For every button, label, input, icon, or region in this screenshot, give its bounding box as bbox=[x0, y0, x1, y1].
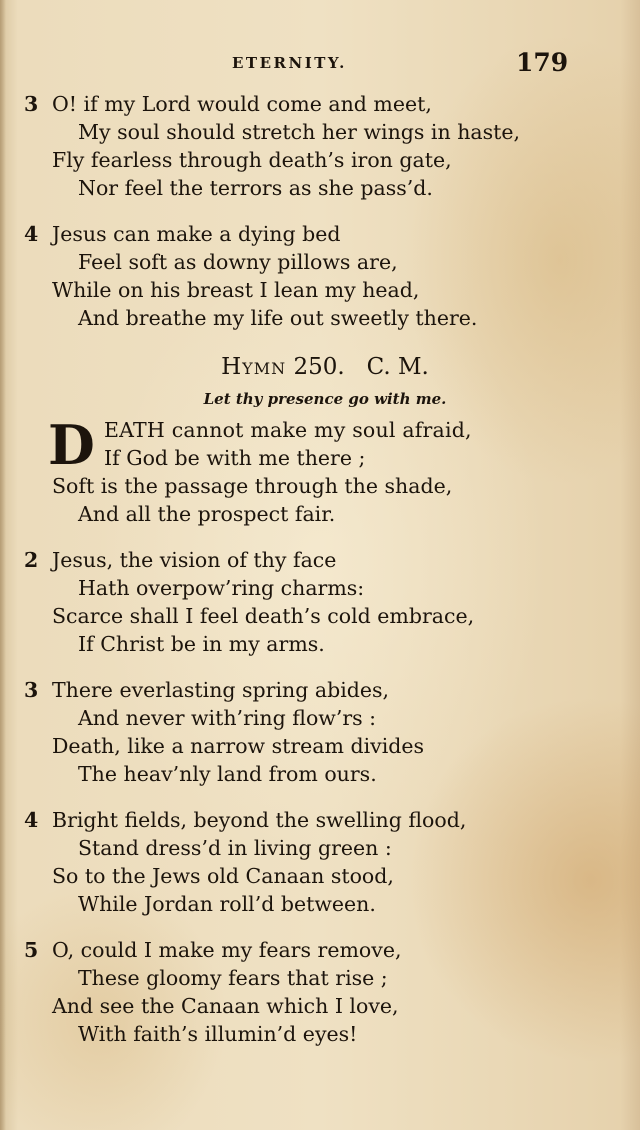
stanza-line: EATH cannot make my soul afraid, bbox=[104, 418, 472, 442]
stanza-line: Death, like a narrow stream divides bbox=[52, 734, 425, 758]
stanza-line: Hath overpow’ring charms: bbox=[78, 576, 365, 600]
hymn-stanza-4 bbox=[0, 806, 640, 918]
stanza-line: And all the prospect fair. bbox=[78, 502, 336, 526]
line-text: Jesus can make a dying bed bbox=[52, 222, 341, 246]
stanza-number: 5 bbox=[24, 938, 39, 962]
stanza-line: And see the Canaan which I love, bbox=[52, 994, 399, 1018]
hymn-stanza-1 bbox=[0, 413, 640, 528]
stanza-line: While on his breast I lean my head, bbox=[52, 278, 420, 302]
stanza-line bbox=[0, 90, 640, 118]
stanza-line: With faith’s illumin’d eyes! bbox=[78, 1022, 358, 1046]
hymn-meter: C. M. bbox=[366, 354, 429, 380]
stanza-line: Stand dress’d in living green : bbox=[78, 836, 392, 860]
prev-hymn-stanza-4 bbox=[0, 220, 640, 332]
stanza-line bbox=[0, 936, 640, 964]
stanza-line: Soft is the passage through the shade, bbox=[52, 474, 453, 498]
stanza-number: 2 bbox=[24, 548, 39, 572]
stanza-line: And never with’ring flow’rs : bbox=[78, 706, 377, 730]
hymn-stanza-5 bbox=[0, 936, 640, 1048]
running-title: ETERNITY. bbox=[232, 54, 347, 72]
stanza-line: Feel soft as downy pillows are, bbox=[78, 250, 398, 274]
stanza-line: Scarce shall I feel death’s cold embrace, bbox=[52, 604, 475, 628]
hymn-heading bbox=[10, 350, 640, 384]
stanza-number: 3 bbox=[24, 92, 39, 116]
hymn-stanza-2 bbox=[0, 546, 640, 658]
stanza-line: So to the Jews old Canaan stood, bbox=[52, 864, 394, 888]
stanza-line: And breathe my life out sweetly there. bbox=[78, 306, 478, 330]
drop-cap: D bbox=[48, 413, 95, 477]
stanza-line: If God be with me there ; bbox=[104, 446, 366, 470]
line-text: Jesus, the vision of thy face bbox=[52, 548, 337, 572]
page-text bbox=[0, 90, 640, 1066]
stanza-line: Nor feel the terrors as she pass’d. bbox=[78, 176, 433, 200]
stanza-line: Fly fearless through death’s iron gate, bbox=[52, 148, 452, 172]
running-head bbox=[0, 48, 640, 82]
stanza-line bbox=[0, 220, 640, 248]
stanza-number: 3 bbox=[24, 678, 39, 702]
line-text: There everlasting spring abides, bbox=[52, 678, 390, 702]
line-text: O, could I make my fears remove, bbox=[52, 938, 402, 962]
line-text: Bright fields, beyond the swelling flood, bbox=[52, 808, 467, 832]
stanza-line: These gloomy fears that rise ; bbox=[78, 966, 388, 990]
prev-hymn-stanza-3 bbox=[0, 90, 640, 202]
stanza-line: The heav’nly land from ours. bbox=[78, 762, 377, 786]
stanza-line bbox=[0, 676, 640, 704]
hymn-stanza-3 bbox=[0, 676, 640, 788]
stanza-number: 4 bbox=[24, 222, 39, 246]
hymn-label: Hymn bbox=[221, 354, 287, 380]
line-text: O! if my Lord would come and meet, bbox=[52, 92, 432, 116]
hymn-subtitle: Let thy presence go with me. bbox=[203, 390, 447, 408]
hymn-number: 250. bbox=[293, 354, 345, 380]
stanza-line: While Jordan roll’d between. bbox=[78, 892, 376, 916]
stanza-line bbox=[0, 806, 640, 834]
stanza-line: My soul should stretch her wings in haste, bbox=[78, 120, 521, 144]
page-number: 179 bbox=[516, 48, 569, 77]
stanza-number: 4 bbox=[24, 808, 39, 832]
stanza-line bbox=[0, 546, 640, 574]
stanza-line: If Christ be in my arms. bbox=[78, 632, 325, 656]
